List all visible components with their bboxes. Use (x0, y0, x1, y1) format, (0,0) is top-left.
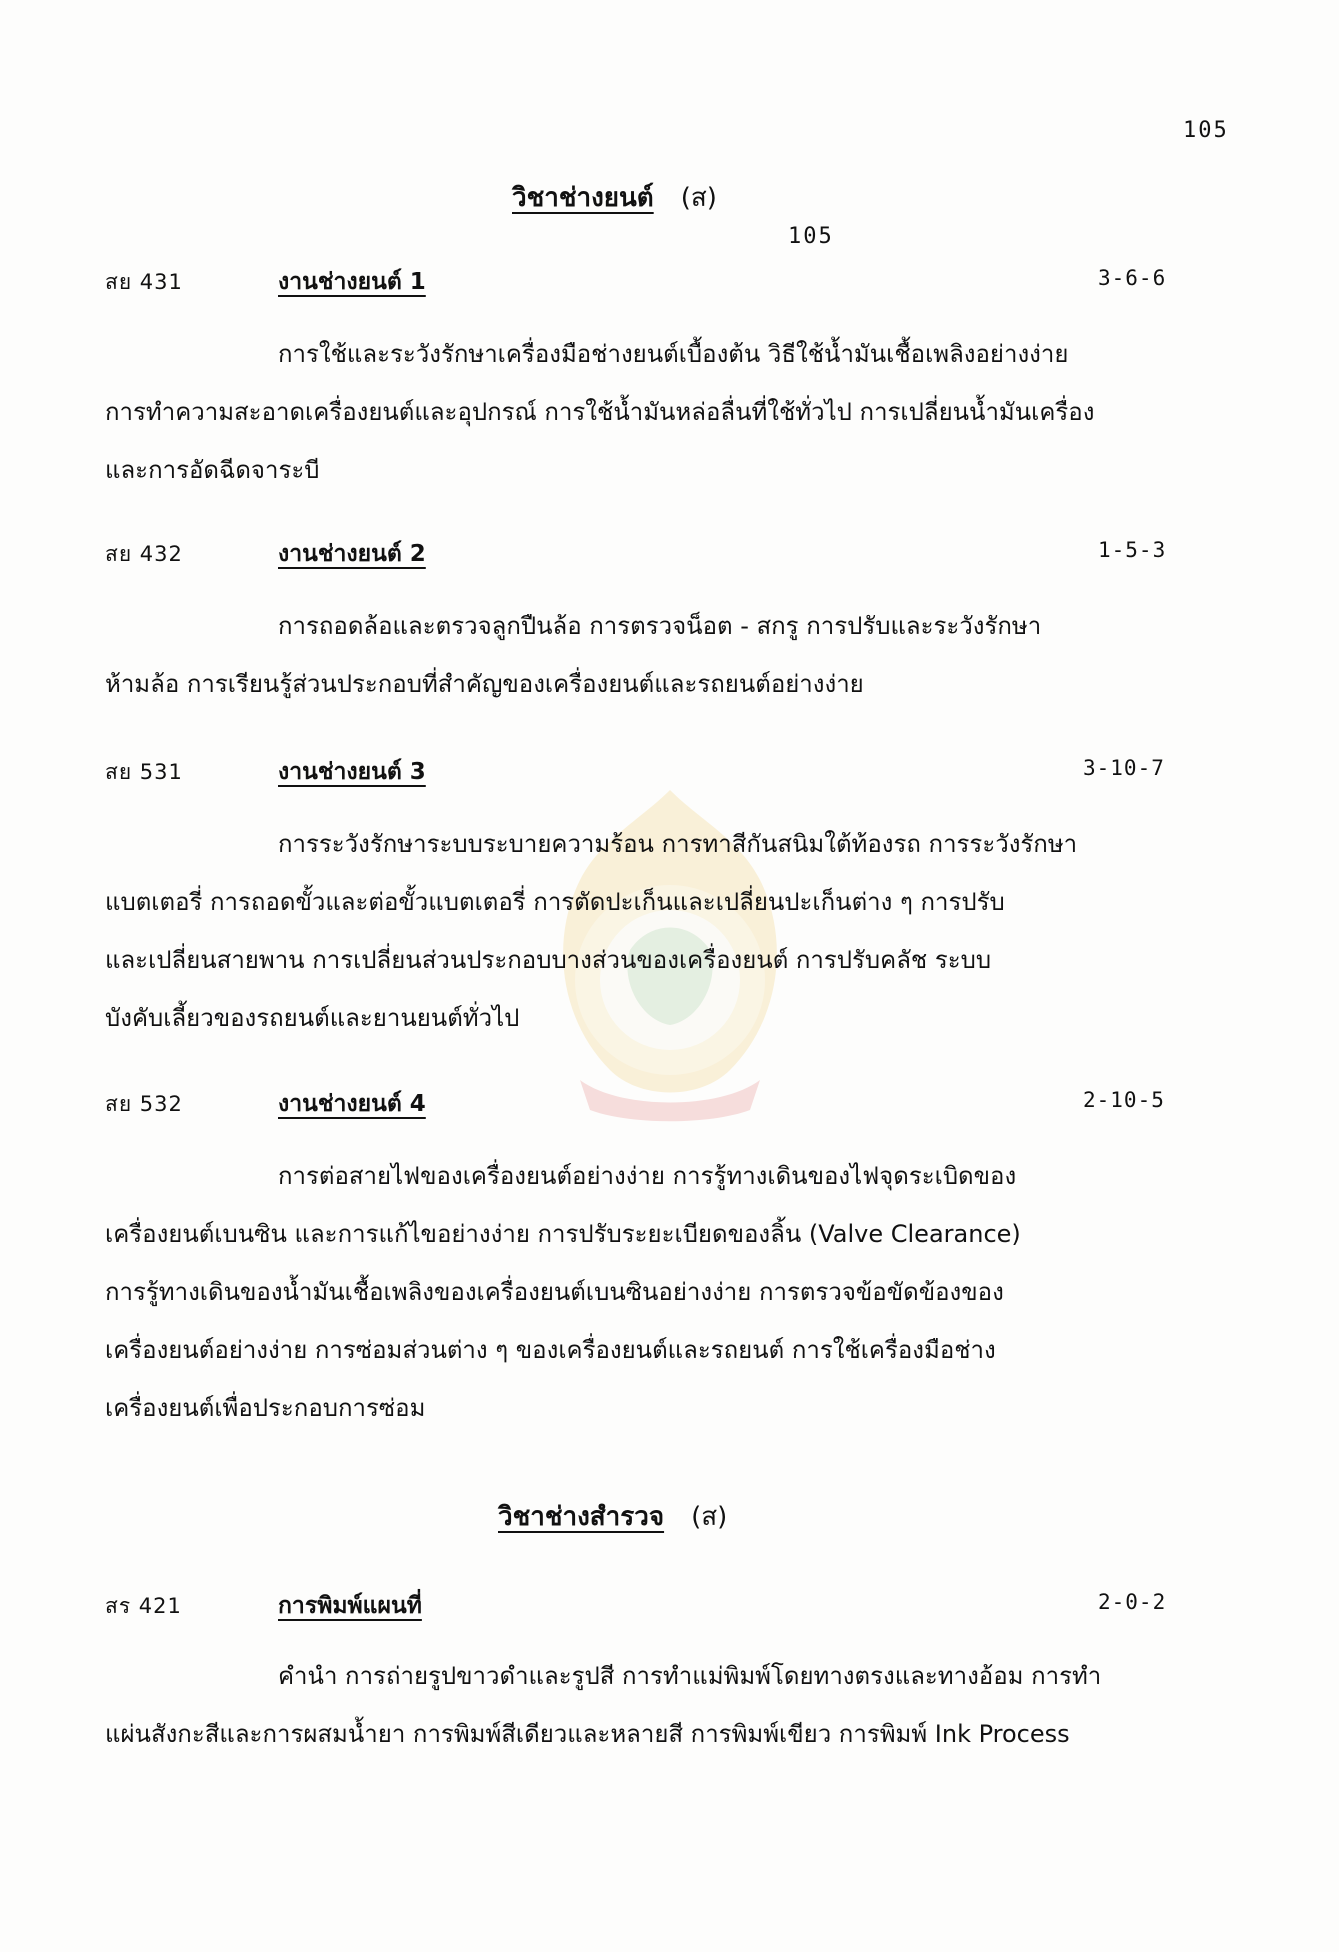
section-heading-title: วิชาช่างยนต์ (512, 183, 654, 213)
page-number-mid: 105 (788, 224, 834, 249)
course-desc-line: การระวังรักษาระบบระบายความร้อน การทาสีกันสนิมใต้ท้องรถ การระวังรักษา (278, 830, 1078, 858)
section-heading-suffix: (ส) (691, 1502, 728, 1532)
page-number-top: 105 (1183, 118, 1229, 143)
course-title: งานช่างยนต์ 2 (278, 541, 426, 567)
course-desc-line: เครื่องยนต์เบนซิน และการแก้ไขอย่างง่าย การปรับระยะเบียดของลิ้น (Valve Clearance) (105, 1220, 1021, 1248)
course-desc-line: การทำความสะอาดเครื่องยนต์และอุปกรณ์ การใช้น้ำมันหล่อลื่นที่ใช้ทั่วไป การเปลี่ยนน้ำมันเครื่อง (105, 398, 1095, 426)
course-credits: 2-10-5 (1083, 1088, 1165, 1112)
course-credits: 3-10-7 (1083, 756, 1165, 780)
course-desc-line: การรู้ทางเดินของน้ำมันเชื้อเพลิงของเครื่องยนต์เบนซินอย่างง่าย การตรวจข้อขัดข้องของ (105, 1278, 1004, 1306)
course-code: สย 532 (105, 1092, 183, 1116)
course-code: สย 432 (105, 542, 183, 566)
course-desc-line: แบตเตอรี่ การถอดขั้วและต่อขั้วแบตเตอรี่ การตัดปะเก็นและเปลี่ยนปะเก็นต่าง ๆ การปรับ (105, 888, 1005, 916)
course-desc-line: และเปลี่ยนสายพาน การเปลี่ยนส่วนประกอบบางส่วนของเครื่องยนต์ การปรับคลัช ระบบ (105, 946, 992, 974)
section-heading (512, 177, 717, 218)
course-title: งานช่างยนต์ 4 (278, 1091, 426, 1117)
course-desc-line: การใช้และระวังรักษาเครื่องมือช่างยนต์เบื้องต้น วิธีใช้น้ำมันเชื้อเพลิงอย่างง่าย (278, 340, 1069, 368)
section-heading (498, 1496, 727, 1537)
course-credits: 2-0-2 (1098, 1590, 1167, 1614)
course-code: สย 531 (105, 760, 183, 784)
course-code: สย 431 (105, 270, 183, 294)
course-desc-line: แผ่นสังกะสีและการผสมน้ำยา การพิมพ์สีเดียวและหลายสี การพิมพ์เขียว การพิมพ์ Ink Process (105, 1720, 1070, 1748)
course-desc-line: เครื่องยนต์อย่างง่าย การซ่อมส่วนต่าง ๆ ของเครื่องยนต์และรถยนต์ การใช้เครื่องมือช่าง (105, 1336, 996, 1364)
course-title: การพิมพ์แผนที่ (278, 1593, 422, 1619)
course-desc-line: บังคับเลี้ยวของรถยนต์และยานยนต์ทั่วไป (105, 1004, 520, 1032)
section-heading-suffix: (ส) (680, 183, 717, 213)
course-desc-line: เครื่องยนต์เพื่อประกอบการซ่อม (105, 1394, 426, 1422)
course-credits: 3-6-6 (1098, 266, 1167, 290)
course-desc-line: การถอดล้อและตรวจลูกปืนล้อ การตรวจน็อต - สกรู การปรับและระวังรักษา (278, 612, 1042, 640)
course-desc-line: และการอัดฉีดจาระบี (105, 456, 320, 484)
course-title: งานช่างยนต์ 3 (278, 759, 426, 785)
course-desc-line: การต่อสายไฟของเครื่องยนต์อย่างง่าย การรู้ทางเดินของไฟจุดระเบิดของ (278, 1162, 1017, 1190)
course-credits: 1-5-3 (1098, 538, 1167, 562)
course-desc-line: ห้ามล้อ การเรียนรู้ส่วนประกอบที่สำคัญของเครื่องยนต์และรถยนต์อย่างง่าย (105, 670, 864, 698)
course-title: งานช่างยนต์ 1 (278, 269, 426, 295)
course-desc-line: คำนำ การถ่ายรูปขาวดำและรูปสี การทำแม่พิมพ์โดยทางตรงและทางอ้อม การทำ (278, 1662, 1102, 1690)
course-code: สร 421 (105, 1594, 182, 1618)
section-heading-title: วิชาช่างสำรวจ (498, 1502, 665, 1532)
